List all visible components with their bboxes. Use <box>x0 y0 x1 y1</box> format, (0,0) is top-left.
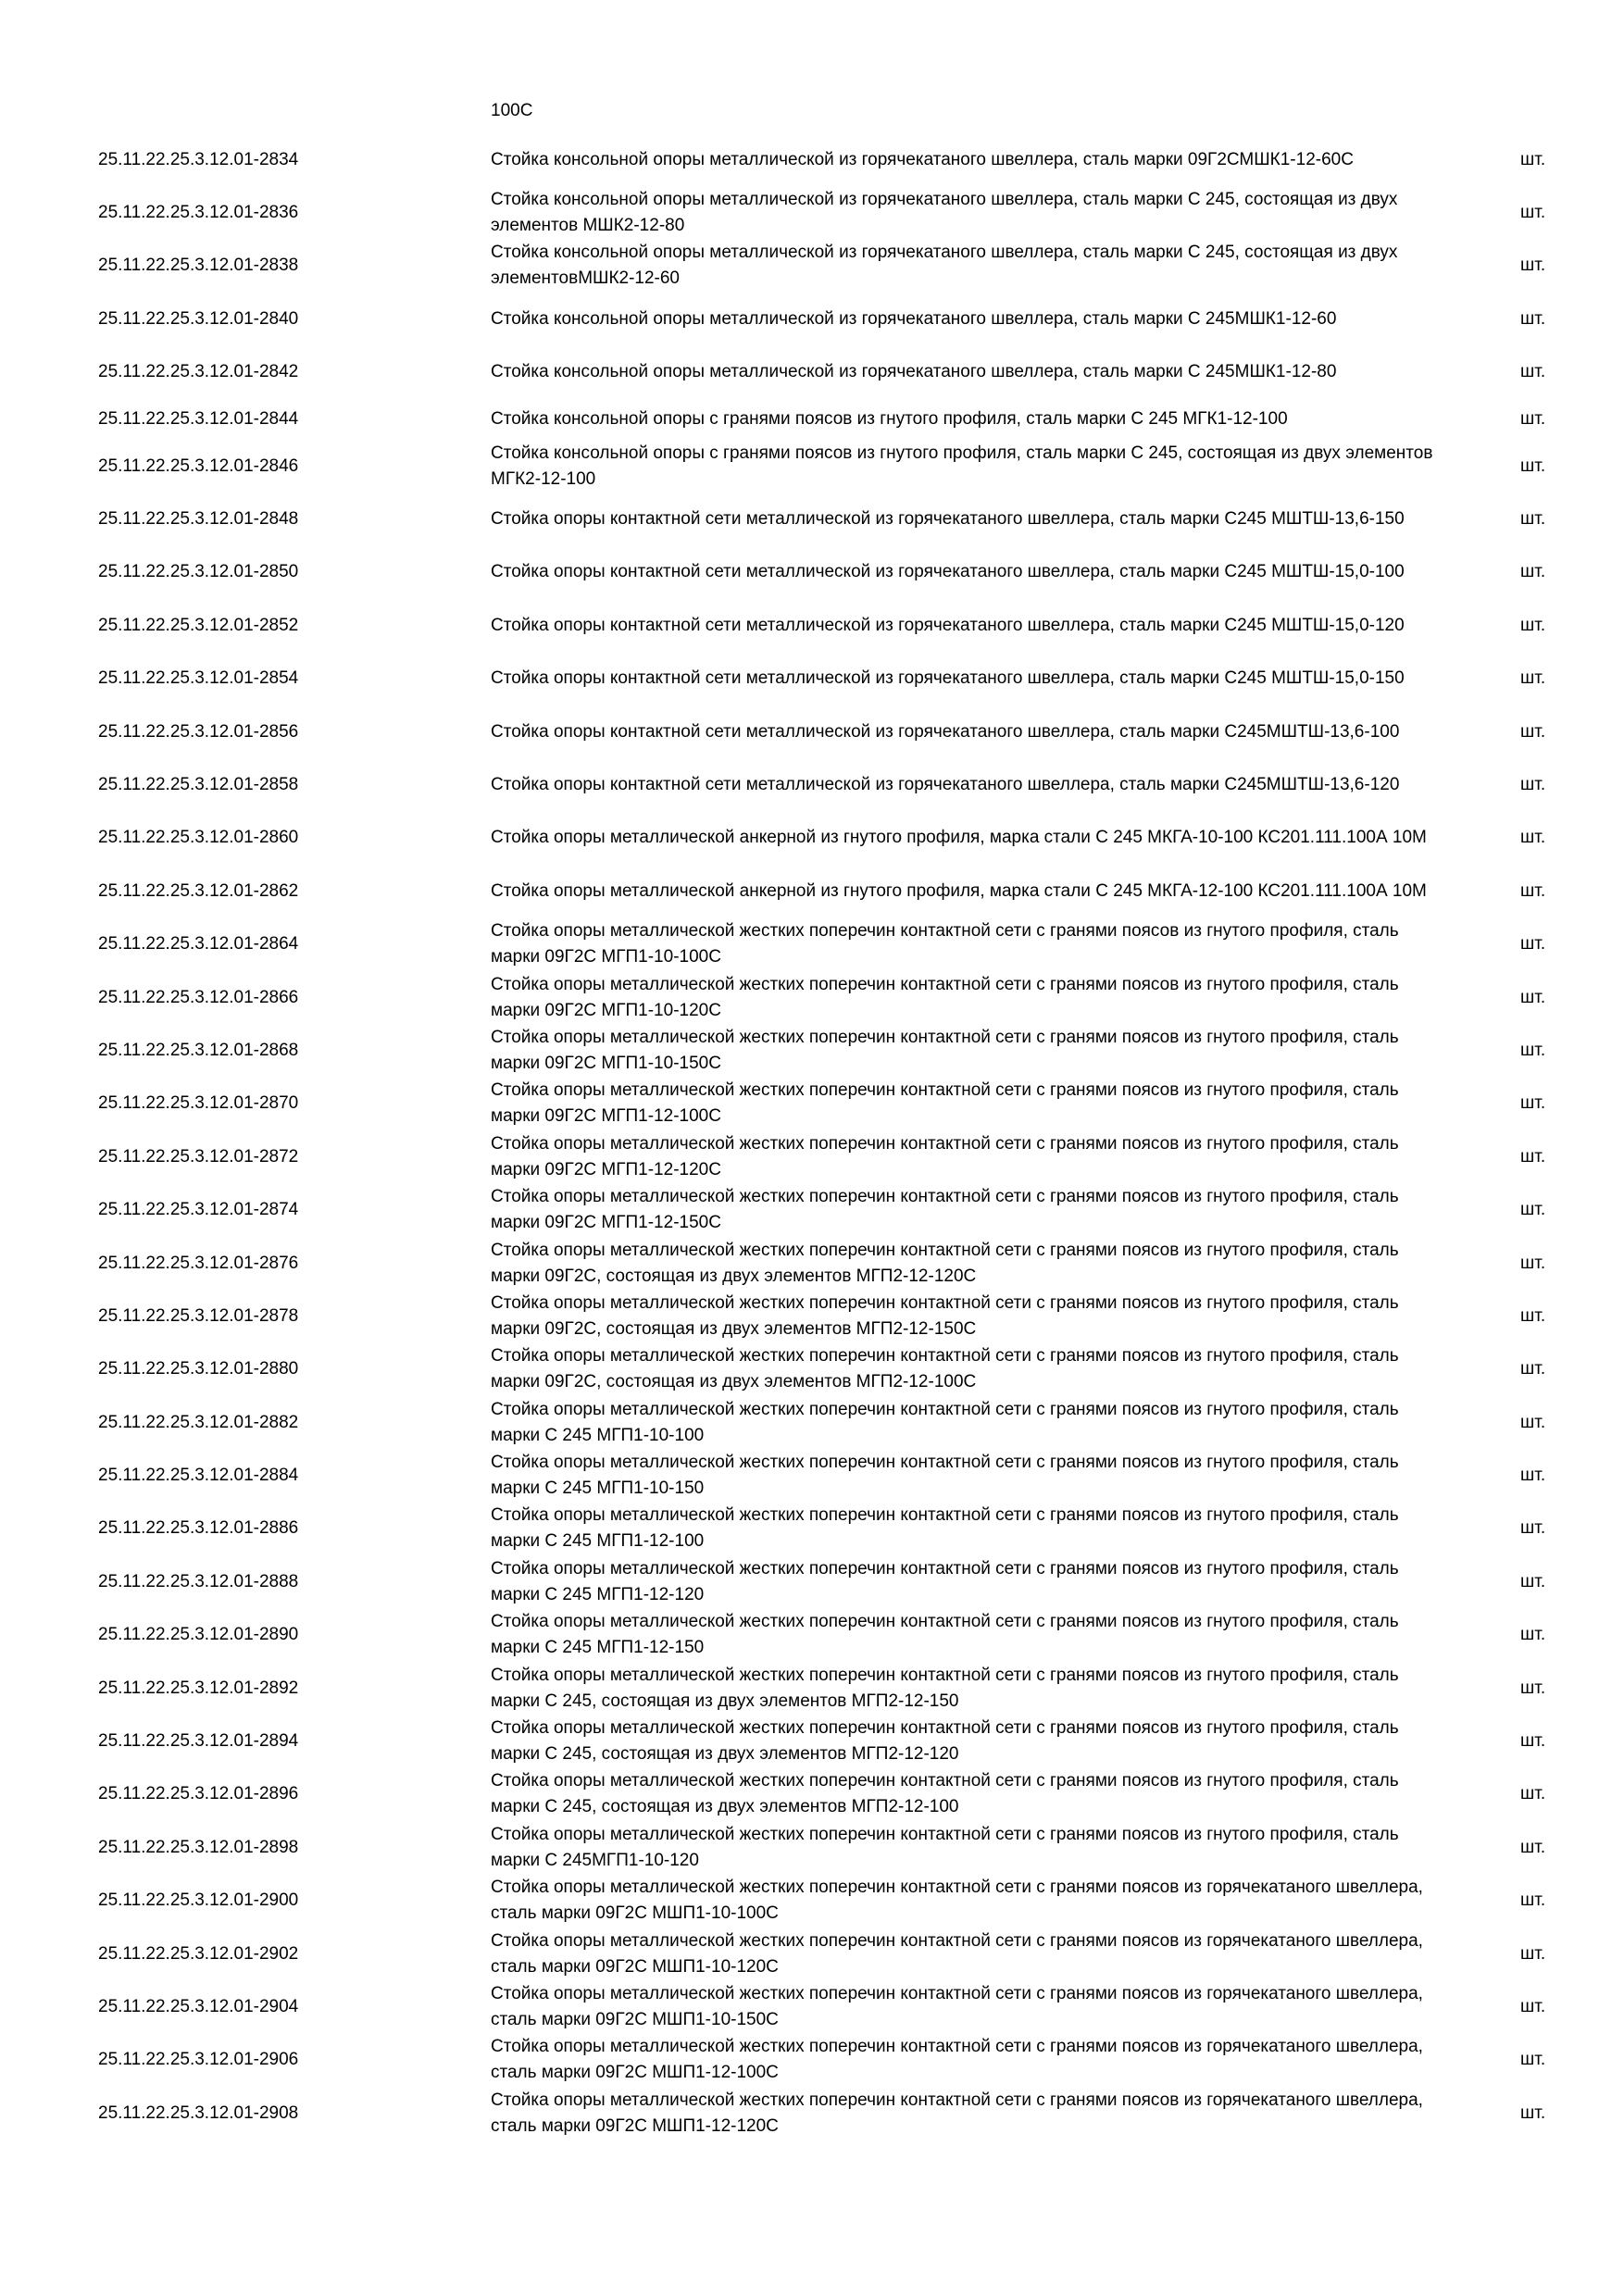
item-description: Стойка опоры металлической жестких поперечин контактной сети с гранями поясов из гнутого профиля, сталь марки С 245 МГП1-10-100 <box>491 1399 1399 1445</box>
item-description: Стойка опоры металлической жестких поперечин контактной сети с гранями поясов из гнутого профиля, сталь марки 09Г2С, состоящая из двух элементов МГП2-12-120С <box>491 1240 1399 1286</box>
item-code: 25.11.22.25.3.12.01-2858 <box>98 774 299 794</box>
item-code: 25.11.22.25.3.12.01-2848 <box>98 509 299 530</box>
item-code: 25.11.22.25.3.12.01-2866 <box>98 987 299 1007</box>
item-code: 25.11.22.25.3.12.01-2862 <box>98 880 299 901</box>
item-description: Стойка опоры контактной сети металлической из горячекатаного швеллера, сталь марки С245МШТШ-13,6-100 <box>491 721 1400 742</box>
table-row <box>0 1555 1624 1608</box>
item-description: Стойка опоры металлической жестких поперечин контактной сети с гранями поясов из гнутого профиля, сталь марки 09Г2С МГП1-10-100С <box>491 921 1399 967</box>
table-row <box>0 917 1624 970</box>
item-code: 25.11.22.25.3.12.01-2880 <box>98 1359 299 1379</box>
item-code: 25.11.22.25.3.12.01-2846 <box>98 455 299 476</box>
item-code: 25.11.22.25.3.12.01-2884 <box>98 1466 299 1486</box>
item-unit: шт. <box>1520 1359 1546 1379</box>
item-code: 25.11.22.25.3.12.01-2876 <box>98 1253 299 1273</box>
item-unit: шт. <box>1520 149 1546 169</box>
table-row <box>0 1024 1624 1077</box>
item-description: Стойка опоры металлической жестких поперечин контактной сети с гранями поясов из гнутого профиля, сталь марки С 245, состоящая из двух элементов МГП2-12-120 <box>491 1718 1399 1765</box>
item-description: Стойка опоры контактной сети металлической из горячекатаного швеллера, сталь марки С245 МШТШ-15,0-100 <box>491 562 1405 582</box>
item-description: Стойка опоры металлической жестких поперечин контактной сети с гранями поясов из горячекатаного швеллера, сталь марки 09Г2С МШП1-10-150С <box>491 1983 1423 2029</box>
item-unit: шт. <box>1520 880 1546 901</box>
item-unit: шт. <box>1520 1146 1546 1167</box>
item-unit: шт. <box>1520 1253 1546 1273</box>
table-row <box>0 705 1624 758</box>
table-row <box>0 240 1624 293</box>
item-description: Стойка опоры металлической жестких поперечин контактной сети с гранями поясов из гнутого профиля, сталь марки 09Г2С МГП1-12-100С <box>491 1080 1399 1127</box>
item-description: Стойка опоры металлической жестких поперечин контактной сети с гранями поясов из гнутого профиля, сталь марки 09Г2С, состоящая из двух элементов МГП2-12-100С <box>491 1346 1399 1392</box>
item-unit: шт. <box>1520 362 1546 382</box>
item-code: 25.11.22.25.3.12.01-2896 <box>98 1784 299 1804</box>
item-description: Стойка опоры металлической жестких поперечин контактной сети с гранями поясов из гнутого профиля, сталь марки С 245 МГП1-10-150 <box>491 1453 1399 1499</box>
item-code: 25.11.22.25.3.12.01-2882 <box>98 1412 299 1432</box>
item-description: Стойка опоры металлической жестких поперечин контактной сети с гранями поясов из гнутого профиля, сталь марки 09Г2С МГП1-10-120С <box>491 974 1399 1020</box>
table-row <box>0 1078 1624 1130</box>
item-code: 25.11.22.25.3.12.01-2886 <box>98 1518 299 1539</box>
item-unit: шт. <box>1520 987 1546 1007</box>
table-row <box>0 440 1624 493</box>
table-row <box>0 812 1624 865</box>
item-code: 25.11.22.25.3.12.01-2894 <box>98 1731 299 1752</box>
item-unit: шт. <box>1520 1200 1546 1220</box>
item-unit: шт. <box>1520 203 1546 223</box>
item-code: 25.11.22.25.3.12.01-2890 <box>98 1625 299 1645</box>
table-row <box>0 653 1624 705</box>
table-row <box>0 1928 1624 1980</box>
item-unit: шт. <box>1520 1040 1546 1060</box>
table-row <box>0 346 1624 399</box>
item-code: 25.11.22.25.3.12.01-2850 <box>98 562 299 582</box>
item-unit: шт. <box>1520 1412 1546 1432</box>
item-description: Стойка консольной опоры металлической из горячекатаного швеллера, сталь марки С 245МШК1-12-80 <box>491 362 1337 382</box>
item-description: Стойка консольной опоры металлической из горячекатаного швеллера, сталь марки С 245, состоящая из двух элементов МШК2-12-80 <box>491 190 1398 236</box>
item-code: 25.11.22.25.3.12.01-2872 <box>98 1146 299 1167</box>
item-unit: шт. <box>1520 1466 1546 1486</box>
table-row <box>0 1980 1624 2033</box>
item-code: 25.11.22.25.3.12.01-2868 <box>98 1040 299 1060</box>
continuation-text: 100С <box>491 101 533 120</box>
item-description: Стойка консольной опоры с гранями поясов из гнутого профиля, сталь марки С 245, состоящая из двух элементов МГК2-12-100 <box>491 443 1433 489</box>
item-code: 25.11.22.25.3.12.01-2898 <box>98 1837 299 1857</box>
item-description: Стойка опоры металлической жестких поперечин контактной сети с гранями поясов из горячекатаного швеллера, сталь марки 09Г2С МШП1-10-120С <box>491 1930 1423 1977</box>
table-row <box>0 399 1624 440</box>
item-unit: шт. <box>1520 2103 1546 2123</box>
table-row <box>0 1662 1624 1715</box>
item-code: 25.11.22.25.3.12.01-2904 <box>98 1996 299 2016</box>
item-code: 25.11.22.25.3.12.01-2870 <box>98 1093 299 1114</box>
table-row <box>0 293 1624 345</box>
table-row <box>0 1396 1624 1449</box>
price-list-table <box>0 133 1624 2140</box>
item-description: Стойка опоры металлической жестких поперечин контактной сети с гранями поясов из гнутого профиля, сталь марки 09Г2С МГП1-10-150С <box>491 1027 1399 1073</box>
item-unit: шт. <box>1520 1625 1546 1645</box>
item-code: 25.11.22.25.3.12.01-2852 <box>98 615 299 635</box>
item-unit: шт. <box>1520 1943 1546 1964</box>
table-row <box>0 599 1624 652</box>
item-unit: шт. <box>1520 1305 1546 1326</box>
item-unit: шт. <box>1520 1093 1546 1114</box>
item-unit: шт. <box>1520 562 1546 582</box>
item-code: 25.11.22.25.3.12.01-2902 <box>98 1943 299 1964</box>
item-description: Стойка опоры металлической жестких поперечин контактной сети с гранями поясов из гнутого профиля, сталь марки С 245МГП1-10-120 <box>491 1824 1399 1870</box>
item-code: 25.11.22.25.3.12.01-2836 <box>98 203 299 223</box>
item-code: 25.11.22.25.3.12.01-2838 <box>98 256 299 276</box>
item-code: 25.11.22.25.3.12.01-2856 <box>98 721 299 742</box>
table-row <box>0 186 1624 239</box>
item-unit: шт. <box>1520 1678 1546 1698</box>
table-row <box>0 133 1624 186</box>
item-unit: шт. <box>1520 828 1546 848</box>
item-unit: шт. <box>1520 615 1546 635</box>
item-unit: шт. <box>1520 256 1546 276</box>
item-code: 25.11.22.25.3.12.01-2860 <box>98 828 299 848</box>
item-code: 25.11.22.25.3.12.01-2892 <box>98 1678 299 1698</box>
item-description: Стойка опоры металлической жестких поперечин контактной сети с гранями поясов из гнутого профиля, сталь марки С 245 МГП1-12-120 <box>491 1558 1399 1604</box>
table-row <box>0 2034 1624 2087</box>
item-description: Стойка опоры металлической жестких поперечин контактной сети с гранями поясов из гнутого профиля, сталь марки С 245 МГП1-12-100 <box>491 1505 1399 1552</box>
item-code: 25.11.22.25.3.12.01-2842 <box>98 362 299 382</box>
table-row <box>0 546 1624 599</box>
item-unit: шт. <box>1520 1731 1546 1752</box>
item-code: 25.11.22.25.3.12.01-2864 <box>98 934 299 955</box>
item-unit: шт. <box>1520 455 1546 476</box>
item-unit: шт. <box>1520 308 1546 329</box>
table-row <box>0 493 1624 545</box>
table-row <box>0 2087 1624 2140</box>
item-unit: шт. <box>1520 774 1546 794</box>
item-unit: шт. <box>1520 668 1546 689</box>
table-row <box>0 1183 1624 1236</box>
item-unit: шт. <box>1520 721 1546 742</box>
table-row <box>0 1343 1624 1396</box>
item-description: Стойка консольной опоры металлической из горячекатаного швеллера, сталь марки С 245, состоящая из двух элементовМШК2-12-60 <box>491 243 1398 289</box>
item-unit: шт. <box>1520 509 1546 530</box>
item-unit: шт. <box>1520 2050 1546 2070</box>
item-description: Стойка опоры металлической жестких поперечин контактной сети с гранями поясов из гнутого профиля, сталь марки 09Г2С МГП1-12-150С <box>491 1187 1399 1233</box>
item-unit: шт. <box>1520 1784 1546 1804</box>
item-code: 25.11.22.25.3.12.01-2888 <box>98 1571 299 1591</box>
item-description: Стойка опоры металлической жестких поперечин контактной сети с гранями поясов из гнутого профиля, сталь марки С 245, состоящая из двух элементов МГП2-12-100 <box>491 1771 1399 1817</box>
item-unit: шт. <box>1520 1571 1546 1591</box>
item-code: 25.11.22.25.3.12.01-2840 <box>98 308 299 329</box>
item-description: Стойка опоры металлической жестких поперечин контактной сети с гранями поясов из гнутого профиля, сталь марки С 245 МГП1-12-150 <box>491 1612 1399 1658</box>
item-description: Стойка опоры контактной сети металлической из горячекатаного швеллера, сталь марки С245 МШТШ-15,0-120 <box>491 615 1405 635</box>
item-description: Стойка опоры металлической жестких поперечин контактной сети с гранями поясов из гнутого профиля, сталь марки 09Г2С, состоящая из двух элементов МГП2-12-150С <box>491 1292 1399 1339</box>
table-row <box>0 1503 1624 1555</box>
item-unit: шт. <box>1520 1890 1546 1911</box>
table-row <box>0 1715 1624 1767</box>
table-row <box>0 1130 1624 1183</box>
item-code: 25.11.22.25.3.12.01-2906 <box>98 2050 299 2070</box>
item-description: Стойка опоры металлической жестких поперечин контактной сети с гранями поясов из горячекатаного швеллера, сталь марки 09Г2С МШП1-12-120С <box>491 2090 1423 2136</box>
item-description: Стойка опоры металлической анкерной из гнутого профиля, марка стали С 245 МКГА-10-100 КС201.111.100А 10М <box>491 828 1427 848</box>
item-description: Стойка консольной опоры металлической из горячекатаного швеллера, сталь марки 09Г2СМШК1-12-60С <box>491 149 1354 169</box>
item-description: Стойка опоры металлической анкерной из гнутого профиля, марка стали С 245 МКГА-12-100 КС201.111.100А 10М <box>491 880 1427 901</box>
item-unit: шт. <box>1520 934 1546 955</box>
item-description: Стойка опоры металлической жестких поперечин контактной сети с гранями поясов из горячекатаного швеллера, сталь марки 09Г2С МШП1-10-100С <box>491 1878 1423 1924</box>
item-description: Стойка опоры металлической жестких поперечин контактной сети с гранями поясов из горячекатаного швеллера, сталь марки 09Г2С МШП1-12-100С <box>491 2037 1423 2083</box>
item-description: Стойка консольной опоры металлической из горячекатаного швеллера, сталь марки С 245МШК1-12-60 <box>491 308 1337 329</box>
table-row <box>0 865 1624 917</box>
item-code: 25.11.22.25.3.12.01-2908 <box>98 2103 299 2123</box>
item-description: Стойка опоры контактной сети металлической из горячекатаного швеллера, сталь марки С245 МШТШ-13,6-150 <box>491 509 1405 530</box>
table-row <box>0 1449 1624 1502</box>
item-description: Стойка опоры контактной сети металлической из горячекатаного швеллера, сталь марки С245 МШТШ-15,0-150 <box>491 668 1405 689</box>
item-code: 25.11.22.25.3.12.01-2854 <box>98 668 299 689</box>
table-row <box>0 1237 1624 1290</box>
item-code: 25.11.22.25.3.12.01-2844 <box>98 408 299 429</box>
item-code: 25.11.22.25.3.12.01-2834 <box>98 149 299 169</box>
item-unit: шт. <box>1520 408 1546 429</box>
table-row <box>0 971 1624 1024</box>
item-code: 25.11.22.25.3.12.01-2900 <box>98 1890 299 1911</box>
table-row <box>0 758 1624 811</box>
item-code: 25.11.22.25.3.12.01-2874 <box>98 1200 299 1220</box>
item-code: 25.11.22.25.3.12.01-2878 <box>98 1305 299 1326</box>
item-description: Стойка консольной опоры с гранями поясов из гнутого профиля, сталь марки С 245 МГК1-12-100 <box>491 408 1288 429</box>
item-unit: шт. <box>1520 1837 1546 1857</box>
table-row <box>0 1821 1624 1874</box>
item-description: Стойка опоры металлической жестких поперечин контактной сети с гранями поясов из гнутого профиля, сталь марки 09Г2С МГП1-12-120С <box>491 1133 1399 1179</box>
item-description: Стойка опоры контактной сети металлической из горячекатаного швеллера, сталь марки С245МШТШ-13,6-120 <box>491 774 1400 794</box>
table-row <box>0 1290 1624 1342</box>
item-unit: шт. <box>1520 1518 1546 1539</box>
table-row <box>0 1609 1624 1662</box>
table-row <box>0 1768 1624 1821</box>
table-row <box>0 1875 1624 1928</box>
item-description: Стойка опоры металлической жестких поперечин контактной сети с гранями поясов из гнутого профиля, сталь марки С 245, состоящая из двух элементов МГП2-12-150 <box>491 1665 1399 1711</box>
item-unit: шт. <box>1520 1996 1546 2016</box>
